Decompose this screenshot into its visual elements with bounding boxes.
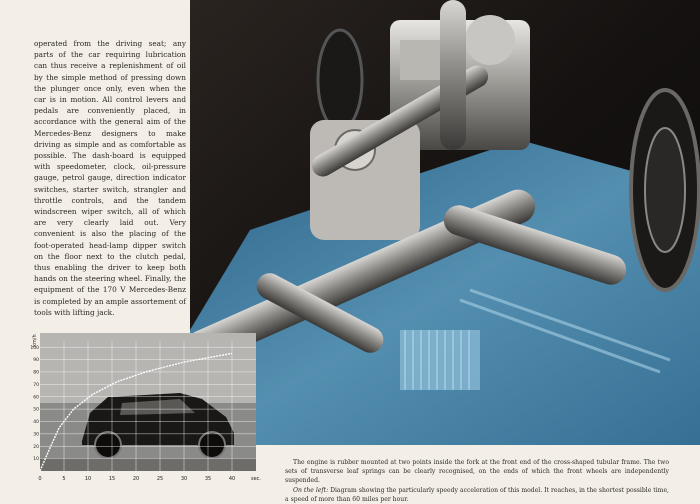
x-tick-label: 5	[62, 476, 66, 482]
acceleration-chart	[30, 333, 262, 489]
y-tick-label: 50	[33, 407, 39, 413]
x-tick-label: 30	[180, 476, 188, 482]
photo-caption	[285, 458, 669, 504]
x-tick-label: sec.	[250, 476, 262, 482]
caption-paragraph-2-text: Diagram showing the particularly speedy acceleration of this model. It reaches, in the shortest possible time, a speed of more than 60 miles per hour.	[285, 486, 669, 503]
body-paragraph: operated from the driving seat; any parts of the car requiring lubrication can thus receive a replenishment of oil by the simple method of pressing down the plunger once only, even when the car is in motion. All control levers and pedals are conveniently placed, in accordance with the general aim of the Mercedes-Benz designers to make driving as simple and as comfortable as possible. The dash-board is equipped with speedometer, clock, oil-pressure gauge, petrol gauge, direction indicator switches, starter switch, strangler and throttle controls, and the tandem windscreen wiper switch, all of which are very clearly laid out. Very convenient is also the placing of the foot-operated head-lamp dipper switch on the floor next to the clutch pedal, thus enabling the driver to keep both hands on the steering wheel. Finally, the equipment of the 170 V Mercedes-Benz is completed by an ample assortement of tools with lifting jack.	[34, 39, 187, 317]
acceleration-diagram	[30, 333, 262, 489]
x-tick-label: 25	[156, 476, 164, 482]
x-tick-label: 20	[132, 476, 140, 482]
y-tick-label: 70	[33, 382, 39, 388]
y-tick-label: 100	[30, 345, 39, 351]
x-tick-label: 10	[84, 476, 92, 482]
y-tick-label: 90	[33, 358, 39, 364]
y-tick-label: 30	[33, 432, 39, 438]
y-tick-label: 60	[33, 395, 39, 401]
y-axis-ticks	[30, 345, 39, 462]
x-axis-ticks	[38, 476, 261, 482]
caption-lead: On the left:	[293, 486, 329, 494]
y-axis-label: km/h	[32, 334, 38, 347]
y-tick-label: 10	[33, 457, 39, 463]
x-tick-label: 40	[228, 476, 236, 482]
x-tick-label: 35	[204, 476, 212, 482]
y-tick-label: 40	[33, 420, 39, 426]
y-tick-label: 80	[33, 370, 39, 376]
x-tick-label: 0	[38, 476, 42, 482]
y-tick-label: 20	[33, 444, 39, 450]
caption-paragraph-2	[285, 486, 669, 504]
body-text-column	[34, 38, 186, 318]
caption-paragraph-1: The engine is rubber mounted at two points inside the fork at the front end of the cross-shaped tubular frame. The two sets of transverse leaf springs can be clearly recognised, on the ends of which the front wheels are independently suspended.	[285, 459, 669, 485]
x-tick-label: 15	[108, 476, 116, 482]
chassis-photo-image	[190, 0, 700, 445]
chassis-photo	[190, 0, 700, 445]
